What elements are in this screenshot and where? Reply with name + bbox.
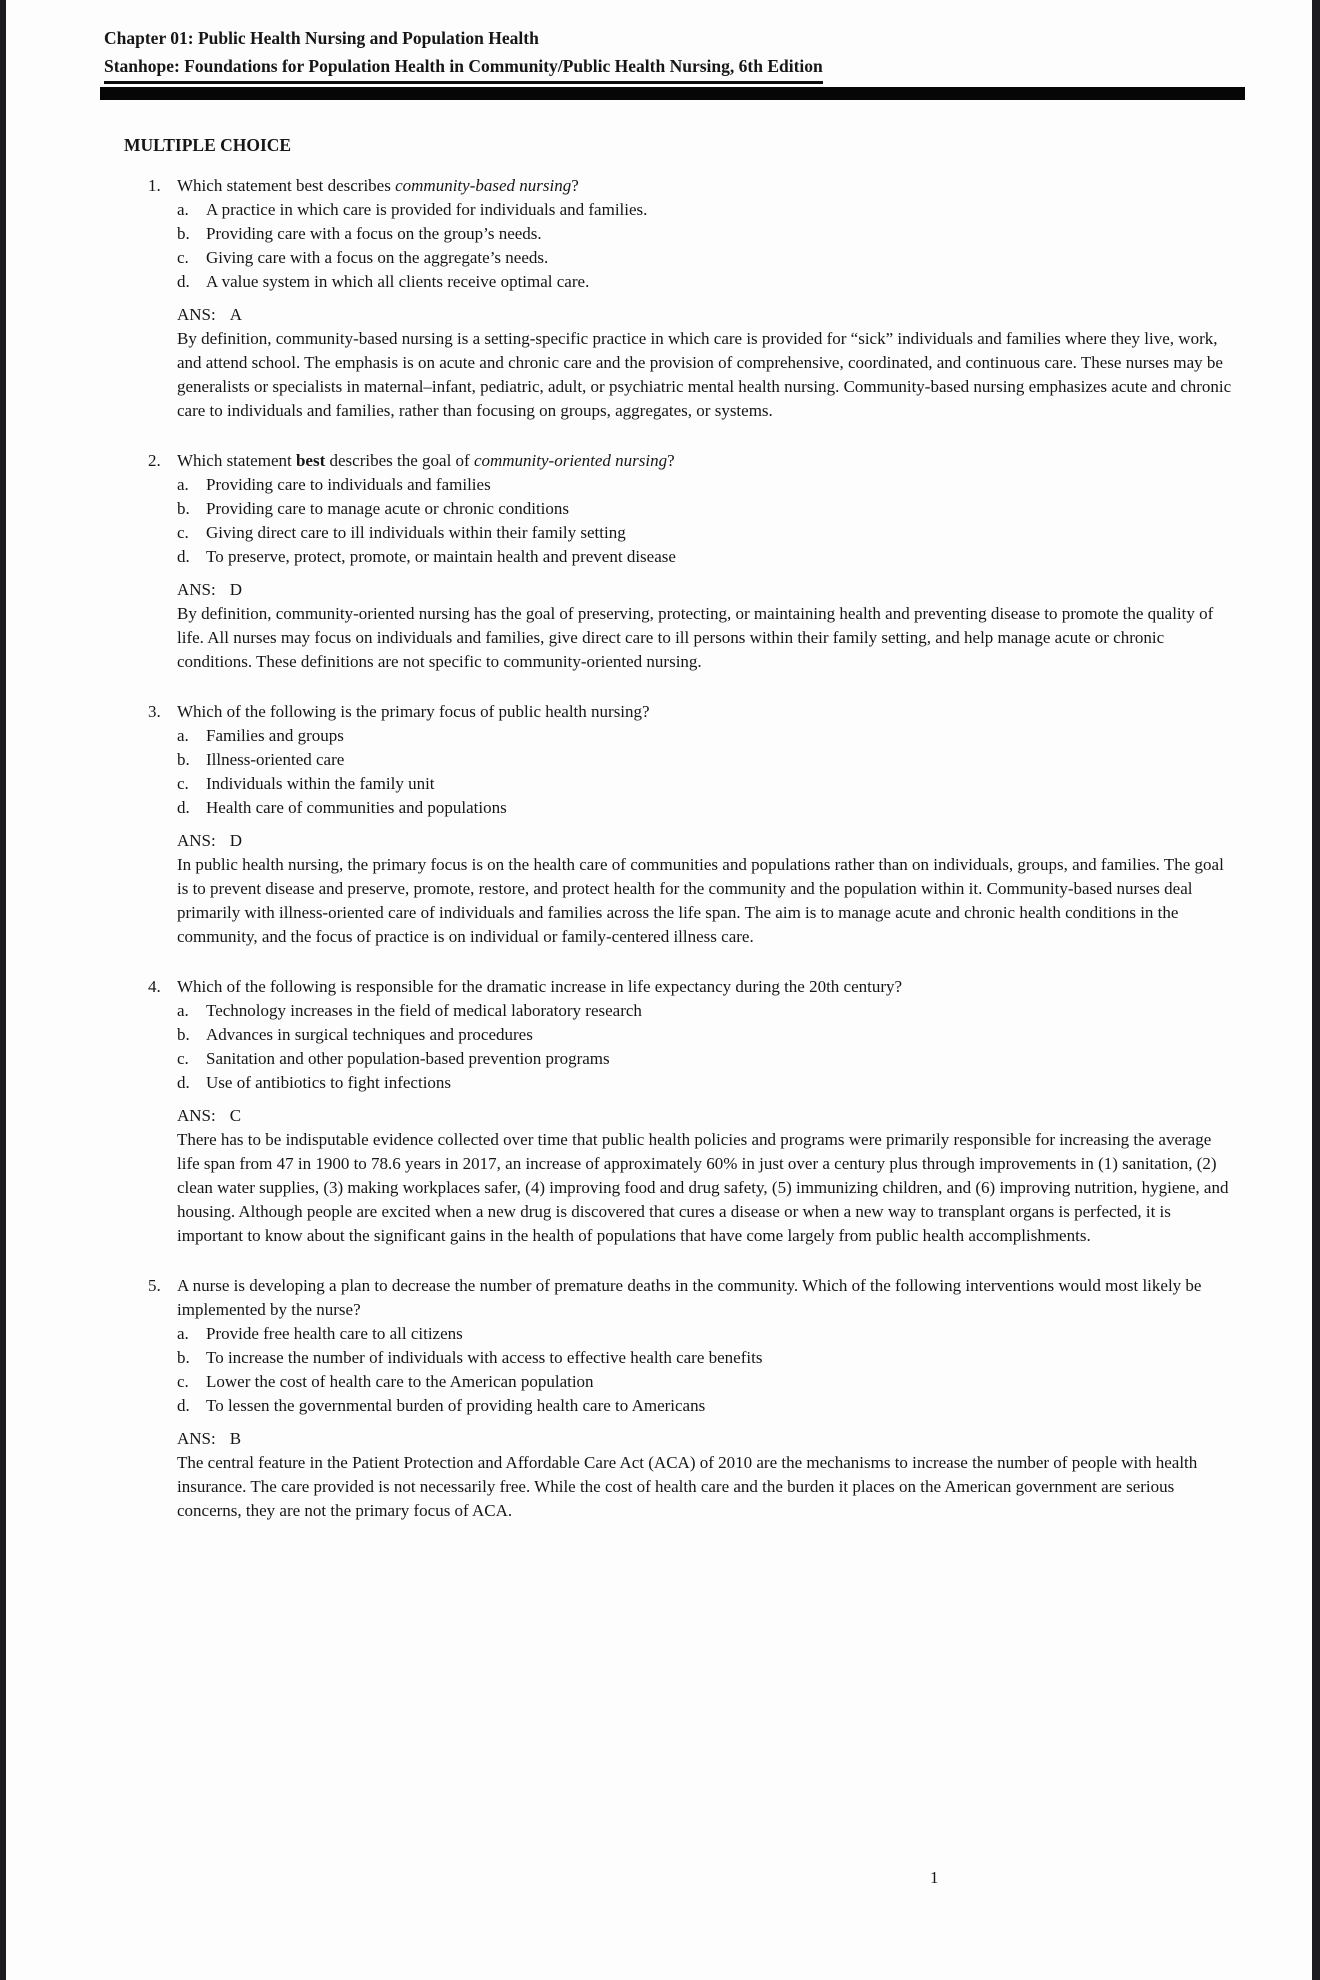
question-line — [148, 1274, 1320, 1322]
question-number: 5. — [148, 1276, 161, 1295]
option-row-c — [177, 772, 1320, 796]
rationale-text: By definition, community-based nursing is a setting-specific practice in which care is provided for “sick” individuals and families where they live, work, and attend school. The emphasis is on acute and chronic care and the provision of comprehensive, coordinated, and continuous care. These nurses may be generalists or specialists in maternal–infant, pediatric, adult, or psychiatric mental health nursing. Community-based nursing emphasizes acute and chronic care to individuals and families, rather than focusing on groups, aggregates, or systems. — [177, 329, 1232, 420]
answer-letter: C — [229, 1106, 242, 1125]
question-list — [148, 174, 1320, 1523]
question-block-1 — [148, 174, 1320, 423]
option-text: Giving direct care to ill individuals within their family setting — [206, 523, 626, 542]
answer-letter: B — [229, 1429, 242, 1448]
option-text: Families and groups — [206, 726, 344, 745]
option-text: Health care of communities and populations — [206, 798, 507, 817]
answer-line — [177, 578, 1320, 602]
option-text: Lower the cost of health care to the American population — [206, 1372, 594, 1391]
answer-label: ANS: — [177, 831, 216, 850]
answer-label: ANS: — [177, 580, 216, 599]
option-row-c — [177, 1047, 1320, 1071]
option-letter: c. — [177, 248, 189, 267]
option-row-a — [177, 473, 1320, 497]
option-row-b — [177, 497, 1320, 521]
option-text: A practice in which care is provided for individuals and families. — [206, 200, 648, 219]
option-letter: a. — [177, 475, 189, 494]
option-letter: b. — [177, 1348, 190, 1367]
answer-label: ANS: — [177, 1106, 216, 1125]
question-line — [148, 449, 1320, 473]
option-text: To preserve, protect, promote, or maintain health and prevent disease — [206, 547, 676, 566]
answer-line — [177, 829, 1320, 853]
page-number: 1 — [930, 1868, 939, 1887]
answer-label: ANS: — [177, 1429, 216, 1448]
option-letter: d. — [177, 547, 190, 566]
option-row-c — [177, 246, 1320, 270]
option-text: Individuals within the family unit — [206, 774, 435, 793]
option-row-c — [177, 1370, 1320, 1394]
option-letter: c. — [177, 774, 189, 793]
option-text: To lessen the governmental burden of providing health care to Americans — [206, 1396, 706, 1415]
option-row-d — [177, 270, 1320, 294]
option-row-d — [177, 1394, 1320, 1418]
option-letter: a. — [177, 1324, 189, 1343]
chapter-title: Chapter 01: Public Health Nursing and Population Health — [104, 28, 539, 48]
prompt-segment-italic: community-oriented nursing — [473, 451, 668, 470]
option-letter: c. — [177, 523, 189, 542]
answer-letter: A — [229, 305, 243, 324]
option-row-b — [177, 748, 1320, 772]
scan-edge-left — [0, 0, 6, 1980]
question-prompt — [177, 975, 1233, 999]
option-letter: b. — [177, 224, 190, 243]
answer-letter: D — [229, 831, 243, 850]
option-row-d — [177, 1071, 1320, 1095]
option-row-d — [177, 796, 1320, 820]
option-letter: b. — [177, 1025, 190, 1044]
option-letter: b. — [177, 499, 190, 518]
option-text: Use of antibiotics to fight infections — [206, 1073, 452, 1092]
option-text: A value system in which all clients receive optimal care. — [206, 272, 590, 291]
option-letter: c. — [177, 1049, 189, 1068]
question-prompt — [177, 1274, 1233, 1322]
answer-letter: D — [229, 580, 243, 599]
answer-line — [177, 303, 1320, 327]
question-line — [148, 700, 1320, 724]
prompt-segment: ? — [571, 176, 579, 195]
question-number: 2. — [148, 451, 161, 470]
prompt-segment: ? — [667, 451, 675, 470]
option-letter: d. — [177, 798, 190, 817]
option-letter: d. — [177, 1396, 190, 1415]
option-row-a — [177, 999, 1320, 1023]
prompt-segment-bold: best — [295, 451, 326, 470]
prompt-segment: Which of the following is the primary focus of public health nursing? — [177, 702, 650, 721]
answer-label: ANS: — [177, 305, 216, 324]
prompt-segment: Which of the following is responsible for the dramatic increase in life expectancy during the 20th century? — [177, 977, 903, 996]
option-row-a — [177, 198, 1320, 222]
question-block-3 — [148, 700, 1320, 949]
option-letter: b. — [177, 750, 190, 769]
question-block-2 — [148, 449, 1320, 674]
option-text: Giving care with a focus on the aggregate’s needs. — [206, 248, 549, 267]
option-text: Sanitation and other population-based prevention programs — [206, 1049, 610, 1068]
question-line — [148, 174, 1320, 198]
option-text: Illness-oriented care — [206, 750, 345, 769]
option-row-a — [177, 1322, 1320, 1346]
option-text: Provide free health care to all citizens — [206, 1324, 463, 1343]
scan-edge-right — [1312, 0, 1320, 1980]
question-prompt — [177, 700, 1233, 724]
option-letter: a. — [177, 1001, 189, 1020]
option-text: To increase the number of individuals with access to effective health care benefits — [206, 1348, 763, 1367]
option-text: Providing care to individuals and families — [206, 475, 491, 494]
question-number: 4. — [148, 977, 161, 996]
option-text: Advances in surgical techniques and procedures — [206, 1025, 533, 1044]
rationale-text: The central feature in the Patient Protection and Affordable Care Act (ACA) of 2010 are the mechanisms to increase the number of people with health insurance. The care provided is not necessarily free. While the cost of health care and the burden it places on the American government are serious concerns, they are not the primary focus of ACA. — [177, 1453, 1198, 1520]
question-number: 3. — [148, 702, 161, 721]
document-header — [104, 24, 1320, 84]
section-heading: MULTIPLE CHOICE — [124, 135, 292, 155]
prompt-segment: Which statement best describes — [177, 176, 396, 195]
answer-line — [177, 1104, 1320, 1128]
question-number: 1. — [148, 176, 161, 195]
question-prompt — [177, 449, 1233, 473]
prompt-segment-italic: community-based nursing — [395, 176, 572, 195]
prompt-segment: describes the goal of — [325, 451, 474, 470]
option-letter: a. — [177, 200, 189, 219]
rationale-text: In public health nursing, the primary focus is on the health care of communities and populations rather than on individuals, groups, and families. The goal is to prevent disease and preserve, promote, restore, and protect health for the community and the population within it. Community-based nurses deal primarily with illness-oriented care of individuals and families across the life span. The aim is to manage acute and chronic health conditions in the community, and the focus of practice is on individual or family-centered illness care. — [177, 855, 1224, 946]
option-letter: a. — [177, 726, 189, 745]
option-text: Providing care with a focus on the group’s needs. — [206, 224, 542, 243]
prompt-segment: Which statement — [177, 451, 296, 470]
answer-line — [177, 1427, 1320, 1451]
book-title-line — [104, 52, 1320, 84]
option-letter: c. — [177, 1372, 189, 1391]
option-row-c — [177, 521, 1320, 545]
option-row-d — [177, 545, 1320, 569]
option-row-b — [177, 222, 1320, 246]
option-text: Technology increases in the field of medical laboratory research — [206, 1001, 642, 1020]
question-block-5 — [148, 1274, 1320, 1523]
book-title: Stanhope: Foundations for Population Health in Community/Public Health Nursing, 6th Edition — [104, 52, 823, 84]
prompt-segment: A nurse is developing a plan to decrease the number of premature deaths in the community. Which of the following interventions would most likely be implemented by the nurse? — [177, 1276, 1202, 1319]
option-letter: d. — [177, 1073, 190, 1092]
rationale-text: There has to be indisputable evidence collected over time that public health policies and programs were primarily responsible for increasing the average life span from 47 in 1900 to 78.6 years in 2017, an increase of approximately 60% in just over a century plus through improvements in (1) sanitation, (2) clean water supplies, (3) making workplaces safer, (4) improving food and drug safety, (5) immunizing children, and (6) improving nutrition, hygiene, and housing. Although people are excited when a new drug is discovered that cures a disease or when a new way to transplant organs is perfected, it is important to know about the significant gains in the health of populations that have come largely from public health accomplishments. — [177, 1130, 1229, 1245]
question-prompt — [177, 174, 1233, 198]
rationale-text: By definition, community-oriented nursing has the goal of preserving, protecting, or maintaining health and preventing disease to promote the quality of life. All nurses may focus on individuals and families, give direct care to ill persons within their family setting, and help manage acute or chronic conditions. These definitions are not specific to community-oriented nursing. — [177, 604, 1214, 671]
option-letter: d. — [177, 272, 190, 291]
option-text: Providing care to manage acute or chronic conditions — [206, 499, 570, 518]
question-line — [148, 975, 1320, 999]
question-block-4 — [148, 975, 1320, 1248]
option-row-b — [177, 1023, 1320, 1047]
option-row-b — [177, 1346, 1320, 1370]
divider-bar — [100, 87, 1245, 100]
option-row-a — [177, 724, 1320, 748]
